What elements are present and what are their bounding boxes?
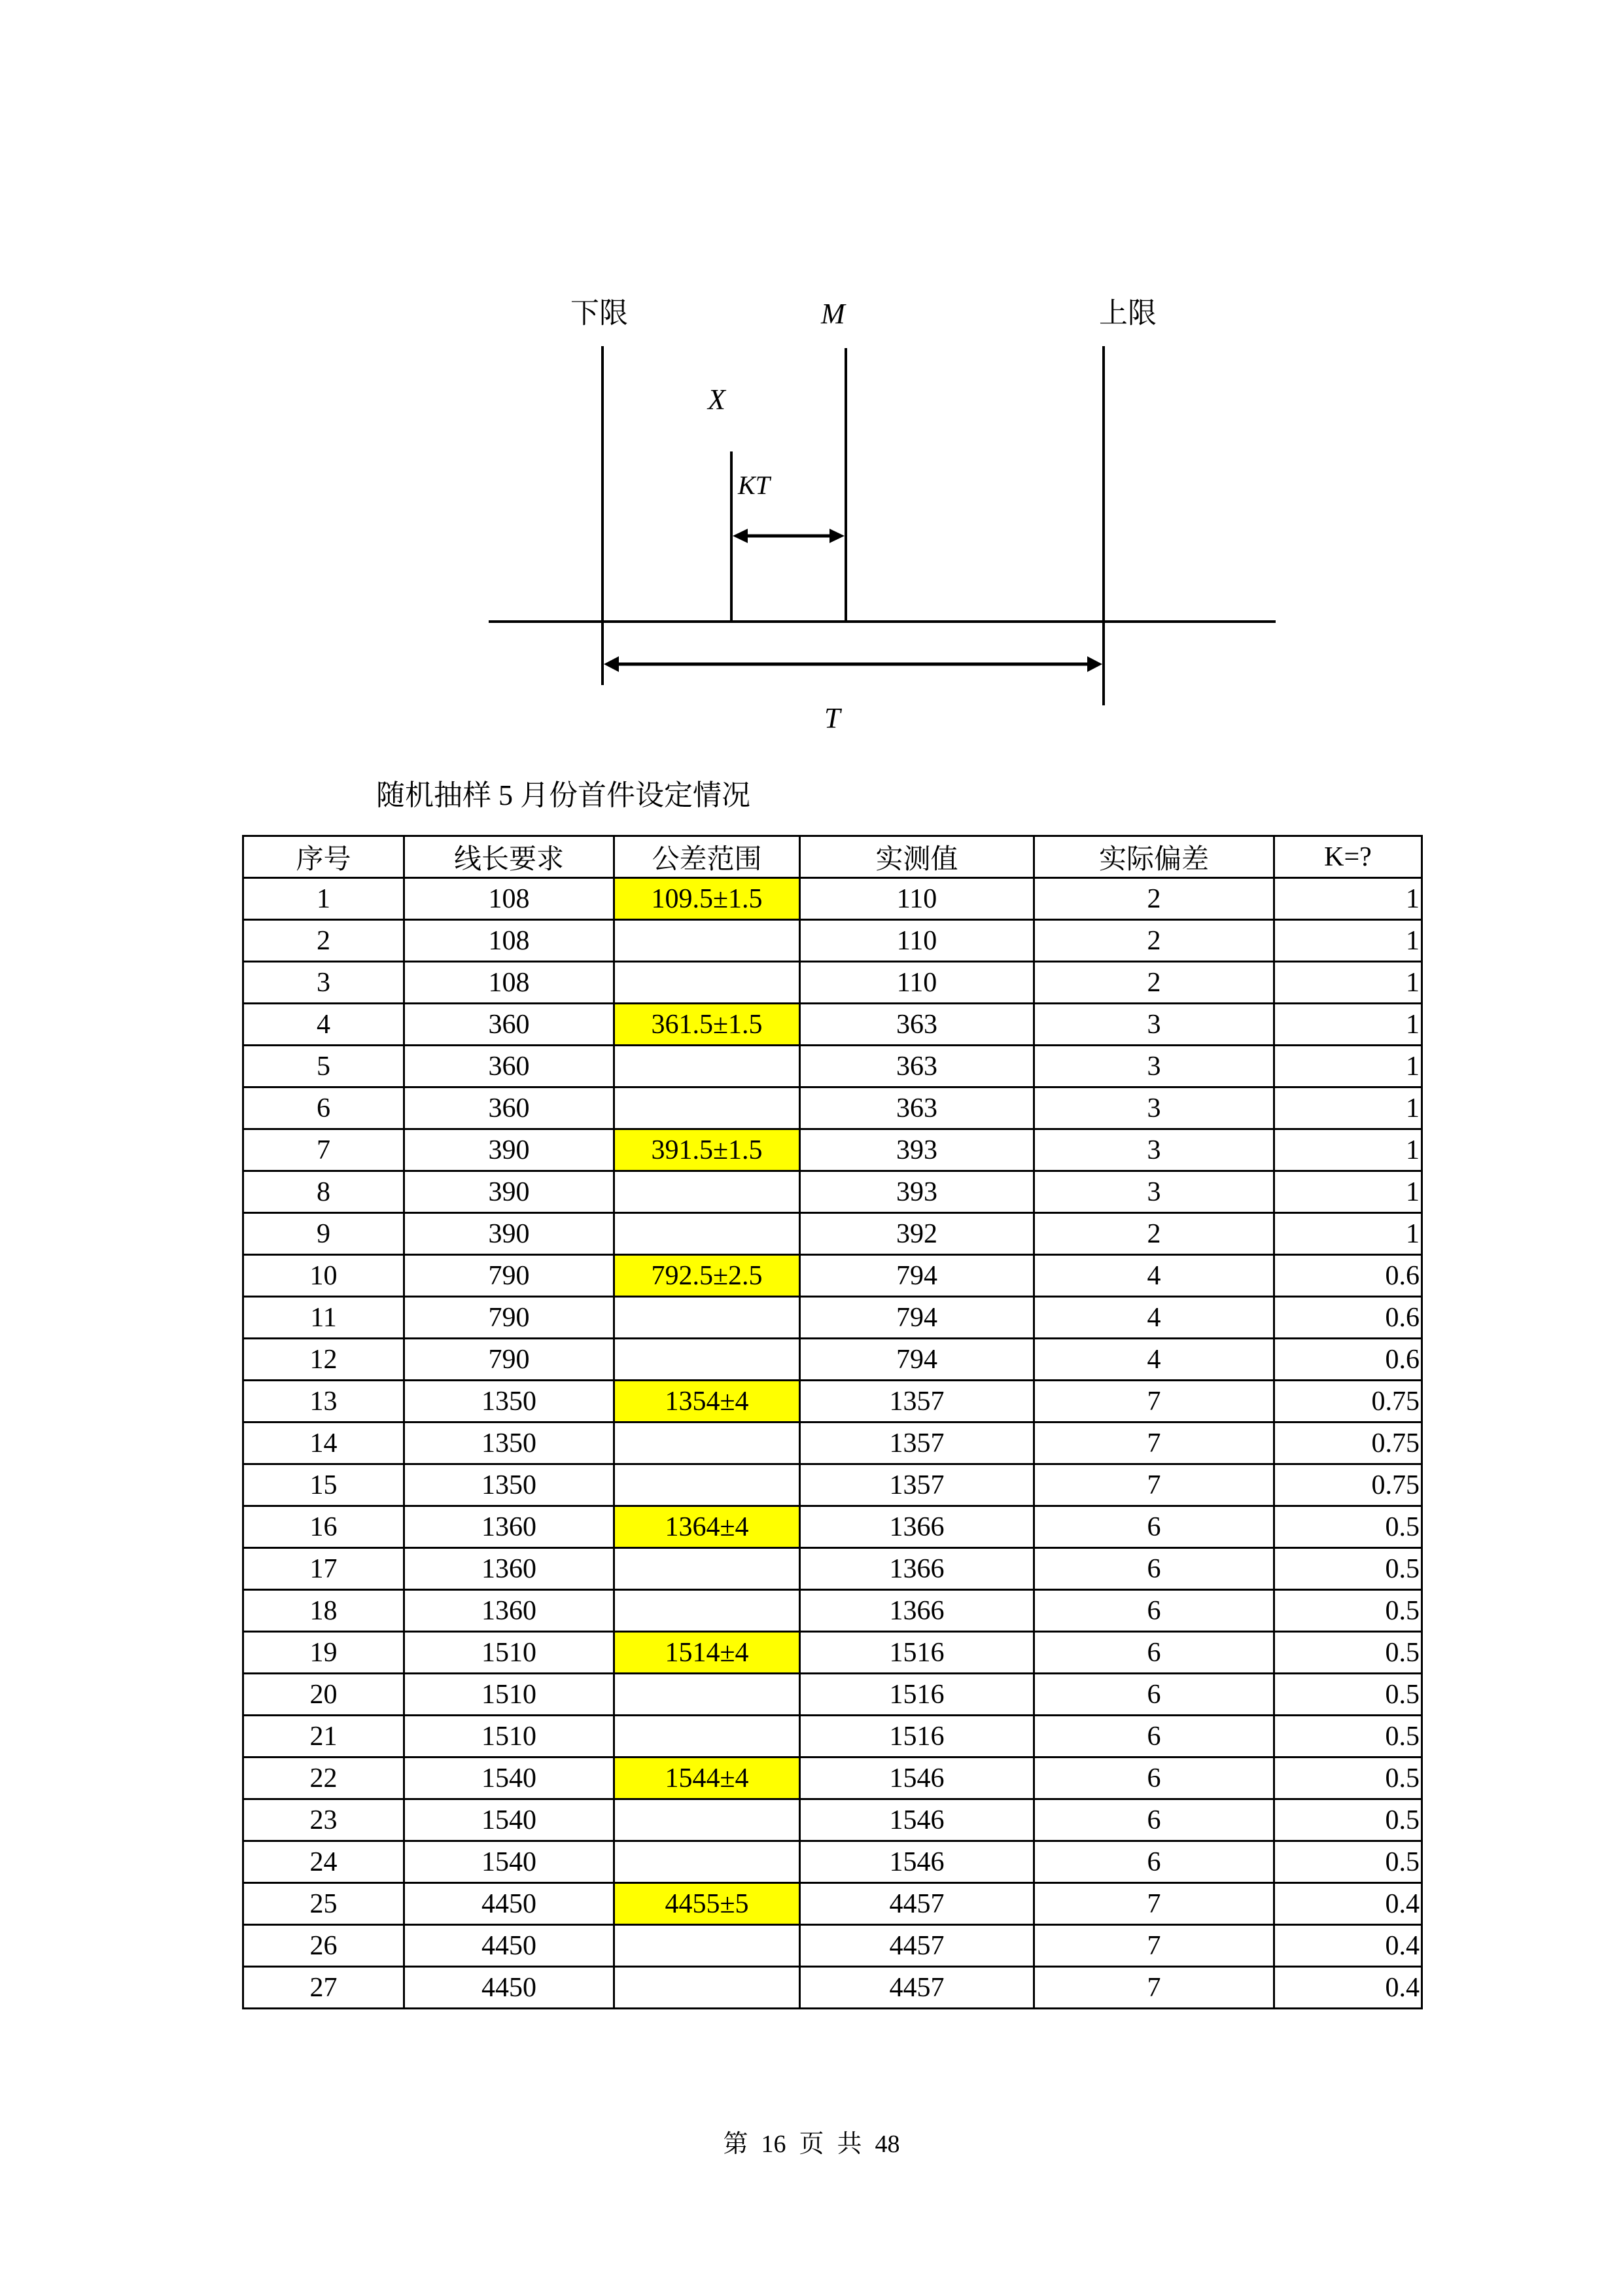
cell-index: 26 <box>243 1925 404 1967</box>
cell-index: 24 <box>243 1841 404 1883</box>
cell-length-requirement: 108 <box>404 878 614 920</box>
cell-tolerance-range <box>614 1548 800 1590</box>
table-row <box>243 1883 1422 1925</box>
cell-index: 16 <box>243 1506 404 1548</box>
cell-length-requirement: 1350 <box>404 1381 614 1422</box>
table-row <box>243 1464 1422 1506</box>
cell-k: 1 <box>1274 878 1422 920</box>
cell-measured-value: 4457 <box>800 1883 1034 1925</box>
cell-measured-value: 1546 <box>800 1799 1034 1841</box>
cell-length-requirement: 1510 <box>404 1716 614 1757</box>
cell-tolerance-range <box>614 1339 800 1381</box>
cell-length-requirement: 108 <box>404 920 614 962</box>
page-prefix: 第 <box>723 2130 748 2158</box>
table-row <box>243 1757 1422 1799</box>
cell-measured-value: 1357 <box>800 1422 1034 1464</box>
cell-measured-value: 1357 <box>800 1381 1034 1422</box>
header-length-requirement: 线长要求 <box>404 836 614 878</box>
cell-index: 17 <box>243 1548 404 1590</box>
cell-measured-value: 4457 <box>800 1925 1034 1967</box>
table-row <box>243 1171 1422 1213</box>
cell-length-requirement: 790 <box>404 1297 614 1339</box>
cell-actual-deviation: 7 <box>1034 1381 1274 1422</box>
cell-index: 10 <box>243 1255 404 1297</box>
cell-index: 12 <box>243 1339 404 1381</box>
cell-tolerance-range <box>614 1841 800 1883</box>
cell-measured-value: 110 <box>800 920 1034 962</box>
cell-length-requirement: 1510 <box>404 1632 614 1674</box>
cell-index: 9 <box>243 1213 404 1255</box>
cell-actual-deviation: 2 <box>1034 1213 1274 1255</box>
table-row <box>243 1297 1422 1339</box>
cell-tolerance-range: 4455±5 <box>614 1883 800 1925</box>
cell-index: 1 <box>243 878 404 920</box>
cell-k: 1 <box>1274 1004 1422 1046</box>
cell-measured-value: 110 <box>800 962 1034 1004</box>
cell-index: 13 <box>243 1381 404 1422</box>
cell-index: 25 <box>243 1883 404 1925</box>
cell-k: 0.5 <box>1274 1548 1422 1590</box>
cell-actual-deviation: 6 <box>1034 1590 1274 1632</box>
cell-length-requirement: 1350 <box>404 1464 614 1506</box>
cell-k: 0.75 <box>1274 1422 1422 1464</box>
cell-length-requirement: 1540 <box>404 1799 614 1841</box>
cell-tolerance-range: 109.5±1.5 <box>614 878 800 920</box>
table-row <box>243 1422 1422 1464</box>
cell-index: 5 <box>243 1046 404 1087</box>
cell-length-requirement: 1540 <box>404 1841 614 1883</box>
cell-tolerance-range <box>614 1171 800 1213</box>
cell-k: 0.5 <box>1274 1799 1422 1841</box>
cell-k: 0.5 <box>1274 1632 1422 1674</box>
cell-actual-deviation: 3 <box>1034 1087 1274 1129</box>
cell-actual-deviation: 6 <box>1034 1799 1274 1841</box>
cell-length-requirement: 1360 <box>404 1548 614 1590</box>
cell-index: 22 <box>243 1757 404 1799</box>
table-row <box>243 1967 1422 2009</box>
cell-tolerance-range: 792.5±2.5 <box>614 1255 800 1297</box>
cell-actual-deviation: 4 <box>1034 1255 1274 1297</box>
cell-k: 0.4 <box>1274 1925 1422 1967</box>
cell-actual-deviation: 3 <box>1034 1171 1274 1213</box>
table-row <box>243 1129 1422 1171</box>
cell-measured-value: 794 <box>800 1339 1034 1381</box>
upper-limit-label: 上限 <box>1099 297 1157 329</box>
cell-measured-value: 363 <box>800 1004 1034 1046</box>
cell-length-requirement: 1540 <box>404 1757 614 1799</box>
cell-index: 3 <box>243 962 404 1004</box>
header-index: 序号 <box>243 836 404 878</box>
cell-tolerance-range: 391.5±1.5 <box>614 1129 800 1171</box>
cell-length-requirement: 4450 <box>404 1967 614 2009</box>
cell-tolerance-range <box>614 962 800 1004</box>
table-header-row <box>243 836 1422 878</box>
sampling-table <box>242 835 1423 2009</box>
table-row <box>243 1004 1422 1046</box>
header-k: K=? <box>1274 836 1422 878</box>
cell-measured-value: 1366 <box>800 1548 1034 1590</box>
cell-length-requirement: 360 <box>404 1046 614 1087</box>
cell-tolerance-range <box>614 1674 800 1716</box>
cell-actual-deviation: 2 <box>1034 878 1274 920</box>
cell-tolerance-range <box>614 1799 800 1841</box>
cell-tolerance-range <box>614 1967 800 2009</box>
total-pages: 48 <box>875 2130 900 2158</box>
table-row <box>243 1381 1422 1422</box>
cell-actual-deviation: 2 <box>1034 920 1274 962</box>
cell-length-requirement: 360 <box>404 1087 614 1129</box>
cell-length-requirement: 108 <box>404 962 614 1004</box>
cell-index: 7 <box>243 1129 404 1171</box>
header-measured-value: 实测值 <box>800 836 1034 878</box>
cell-k: 0.5 <box>1274 1716 1422 1757</box>
cell-measured-value: 110 <box>800 878 1034 920</box>
cell-tolerance-range <box>614 1464 800 1506</box>
cell-measured-value: 363 <box>800 1087 1034 1129</box>
cell-k: 0.5 <box>1274 1757 1422 1799</box>
cell-length-requirement: 1360 <box>404 1506 614 1548</box>
center-label: M <box>821 298 845 330</box>
cell-measured-value: 1516 <box>800 1674 1034 1716</box>
t-arrow-left-head <box>604 656 619 672</box>
cell-actual-deviation: 7 <box>1034 1464 1274 1506</box>
cell-tolerance-range <box>614 1422 800 1464</box>
cell-k: 1 <box>1274 962 1422 1004</box>
cell-actual-deviation: 6 <box>1034 1841 1274 1883</box>
cell-actual-deviation: 6 <box>1034 1506 1274 1548</box>
page-footer <box>0 2130 1623 2159</box>
table-row <box>243 1087 1422 1129</box>
cell-k: 1 <box>1274 1129 1422 1171</box>
cell-actual-deviation: 7 <box>1034 1883 1274 1925</box>
cell-length-requirement: 390 <box>404 1129 614 1171</box>
table-row <box>243 1046 1422 1087</box>
cell-measured-value: 1366 <box>800 1506 1034 1548</box>
table-row <box>243 1716 1422 1757</box>
cell-length-requirement: 4450 <box>404 1883 614 1925</box>
cell-index: 14 <box>243 1422 404 1464</box>
cell-actual-deviation: 6 <box>1034 1632 1274 1674</box>
cell-index: 2 <box>243 920 404 962</box>
cell-tolerance-range <box>614 1590 800 1632</box>
table-row <box>243 1548 1422 1590</box>
cell-length-requirement: 1510 <box>404 1674 614 1716</box>
table-row <box>243 1339 1422 1381</box>
cell-actual-deviation: 6 <box>1034 1716 1274 1757</box>
cell-measured-value: 1366 <box>800 1590 1034 1632</box>
cell-measured-value: 1516 <box>800 1632 1034 1674</box>
header-tolerance-range: 公差范围 <box>614 836 800 878</box>
lower-limit-label: 下限 <box>570 297 628 329</box>
cell-measured-value: 1357 <box>800 1464 1034 1506</box>
kt-arrow-left-head <box>733 529 748 543</box>
cell-length-requirement: 1360 <box>404 1590 614 1632</box>
cell-length-requirement: 360 <box>404 1004 614 1046</box>
page-number: 16 <box>761 2130 786 2158</box>
table-row <box>243 1674 1422 1716</box>
cell-k: 0.6 <box>1274 1255 1422 1297</box>
cell-length-requirement: 390 <box>404 1171 614 1213</box>
cell-measured-value: 363 <box>800 1046 1034 1087</box>
cell-actual-deviation: 2 <box>1034 962 1274 1004</box>
cell-measured-value: 392 <box>800 1213 1034 1255</box>
cell-index: 27 <box>243 1967 404 2009</box>
cell-tolerance-range <box>614 1046 800 1087</box>
cell-measured-value: 1516 <box>800 1716 1034 1757</box>
cell-index: 4 <box>243 1004 404 1046</box>
total-prefix: 共 <box>837 2130 862 2158</box>
cell-k: 0.75 <box>1274 1464 1422 1506</box>
cell-k: 0.6 <box>1274 1339 1422 1381</box>
cell-tolerance-range: 1544±4 <box>614 1757 800 1799</box>
cell-tolerance-range <box>614 920 800 962</box>
cell-actual-deviation: 6 <box>1034 1548 1274 1590</box>
cell-measured-value: 4457 <box>800 1967 1034 2009</box>
actual-value-label: X <box>708 383 725 415</box>
cell-length-requirement: 1350 <box>404 1422 614 1464</box>
cell-actual-deviation: 4 <box>1034 1297 1274 1339</box>
cell-k: 0.5 <box>1274 1590 1422 1632</box>
cell-actual-deviation: 4 <box>1034 1339 1274 1381</box>
cell-actual-deviation: 3 <box>1034 1129 1274 1171</box>
cell-measured-value: 794 <box>800 1255 1034 1297</box>
cell-tolerance-range <box>614 1925 800 1967</box>
cell-tolerance-range: 361.5±1.5 <box>614 1004 800 1046</box>
cell-actual-deviation: 6 <box>1034 1757 1274 1799</box>
cell-tolerance-range <box>614 1297 800 1339</box>
cell-index: 19 <box>243 1632 404 1674</box>
cell-k: 0.6 <box>1274 1297 1422 1339</box>
cell-actual-deviation: 7 <box>1034 1967 1274 2009</box>
table-row <box>243 920 1422 962</box>
table-row <box>243 1632 1422 1674</box>
cell-index: 20 <box>243 1674 404 1716</box>
cell-index: 23 <box>243 1799 404 1841</box>
cell-measured-value: 393 <box>800 1171 1034 1213</box>
cell-length-requirement: 790 <box>404 1255 614 1297</box>
cell-k: 1 <box>1274 920 1422 962</box>
cell-k: 0.4 <box>1274 1967 1422 2009</box>
cell-tolerance-range: 1364±4 <box>614 1506 800 1548</box>
header-actual-deviation: 实际偏差 <box>1034 836 1274 878</box>
cell-tolerance-range <box>614 1716 800 1757</box>
cell-index: 11 <box>243 1297 404 1339</box>
table-row <box>243 1213 1422 1255</box>
cell-actual-deviation: 6 <box>1034 1674 1274 1716</box>
kt-label: KT <box>738 470 770 500</box>
t-arrow-right-head <box>1087 656 1102 672</box>
cell-index: 21 <box>243 1716 404 1757</box>
page-word: 页 <box>799 2130 824 2158</box>
cell-k: 0.5 <box>1274 1506 1422 1548</box>
cell-k: 0.5 <box>1274 1841 1422 1883</box>
cell-k: 0.75 <box>1274 1381 1422 1422</box>
cell-index: 18 <box>243 1590 404 1632</box>
cell-tolerance-range: 1514±4 <box>614 1632 800 1674</box>
cell-measured-value: 393 <box>800 1129 1034 1171</box>
cell-tolerance-range: 1354±4 <box>614 1381 800 1422</box>
table-row <box>243 1255 1422 1297</box>
cell-actual-deviation: 7 <box>1034 1422 1274 1464</box>
table-row <box>243 878 1422 920</box>
cell-actual-deviation: 7 <box>1034 1925 1274 1967</box>
cell-length-requirement: 390 <box>404 1213 614 1255</box>
cell-index: 8 <box>243 1171 404 1213</box>
kt-arrow-right-head <box>829 529 845 543</box>
cell-measured-value: 794 <box>800 1297 1034 1339</box>
table-caption: 随机抽样 5 月份首件设定情况 <box>376 779 750 811</box>
cell-actual-deviation: 3 <box>1034 1046 1274 1087</box>
cell-measured-value: 1546 <box>800 1841 1034 1883</box>
cell-length-requirement: 4450 <box>404 1925 614 1967</box>
cell-tolerance-range <box>614 1087 800 1129</box>
cell-k: 1 <box>1274 1046 1422 1087</box>
table-row <box>243 1925 1422 1967</box>
tolerance-diagram <box>0 0 1623 772</box>
table-row <box>243 1506 1422 1548</box>
tolerance-label: T <box>824 702 841 734</box>
cell-measured-value: 1546 <box>800 1757 1034 1799</box>
cell-actual-deviation: 3 <box>1034 1004 1274 1046</box>
cell-k: 1 <box>1274 1087 1422 1129</box>
cell-length-requirement: 790 <box>404 1339 614 1381</box>
cell-index: 6 <box>243 1087 404 1129</box>
cell-k: 0.4 <box>1274 1883 1422 1925</box>
cell-k: 1 <box>1274 1171 1422 1213</box>
table-row <box>243 962 1422 1004</box>
cell-k: 0.5 <box>1274 1674 1422 1716</box>
table-row <box>243 1841 1422 1883</box>
table-row <box>243 1590 1422 1632</box>
cell-k: 1 <box>1274 1213 1422 1255</box>
cell-index: 15 <box>243 1464 404 1506</box>
cell-tolerance-range <box>614 1213 800 1255</box>
table-row <box>243 1799 1422 1841</box>
